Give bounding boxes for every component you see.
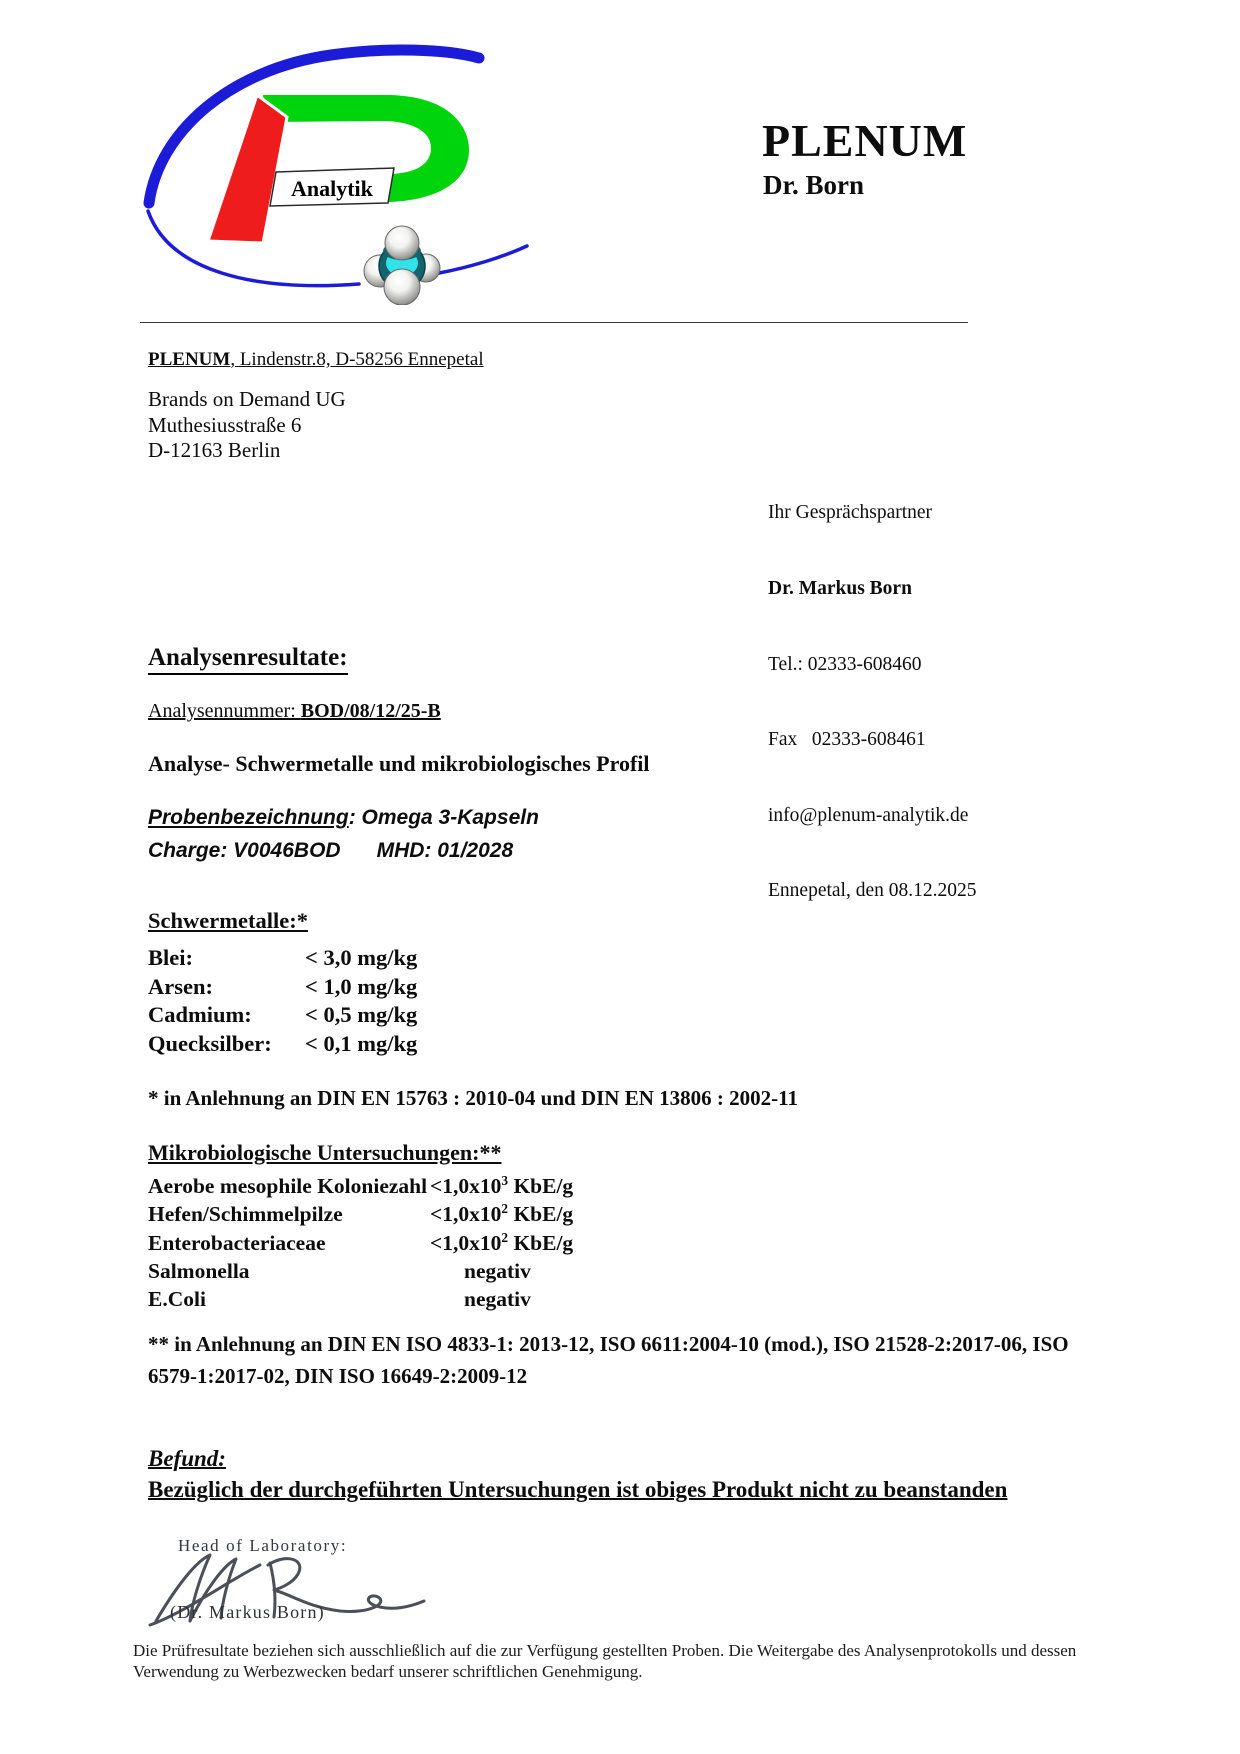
metal-value: < 3,0 mg/kg xyxy=(305,945,418,970)
analytik-label: Analytik xyxy=(291,176,373,201)
table-row xyxy=(148,1229,573,1257)
mhd-value: MHD: 01/2028 xyxy=(376,839,514,862)
metal-value: < 0,5 mg/kg xyxy=(305,1002,418,1027)
microbiology-note: ** in Anlehnung an DIN EN ISO 4833-1: 2013-12, ISO 6611:2004-10 (mod.), ISO 21528-2:2017-06, ISO 6579-1:2017-02, DIN ISO 16649-2:2009-12 xyxy=(148,1332,1069,1388)
micro-label: Aerobe mesophile Koloniezahl xyxy=(148,1174,428,1198)
contact-name: Dr. Markus Born xyxy=(768,578,912,600)
befund-statement: Bezüglich der durchgeführten Untersuchungen ist obiges Produkt nicht zu beanstanden xyxy=(148,1477,1008,1502)
micro-value: negativ xyxy=(464,1258,531,1283)
sample-label: Probenbezeichnung xyxy=(148,806,349,829)
recipient-name: Brands on Demand UG xyxy=(148,387,346,411)
sample-value: : Omega 3-Kapseln xyxy=(348,806,539,829)
heavy-metals-table xyxy=(148,944,417,1058)
red-stem-icon xyxy=(208,95,287,243)
befund-label: Befund: xyxy=(148,1446,226,1471)
sender-company: PLENUM xyxy=(148,349,231,370)
molecule-icon xyxy=(364,226,440,305)
contact-block xyxy=(768,450,977,954)
metal-value: < 0,1 mg/kg xyxy=(305,1030,418,1056)
microbiology-table xyxy=(148,1172,573,1313)
signature-role: Head of Laboratory: xyxy=(178,1536,348,1555)
micro-label: Salmonella xyxy=(148,1258,250,1283)
results-title: Analysenresultate: xyxy=(148,644,348,675)
metal-value: < 1,0 mg/kg xyxy=(305,973,418,999)
micro-value: $<1,0x10^2$ KbE/g xyxy=(430,1229,574,1255)
contact-intro: Ihr Gesprächspartner xyxy=(768,502,933,524)
analysis-number-label: Analysennummer: xyxy=(148,700,301,722)
table-row xyxy=(148,1285,573,1313)
micro-label: E.Coli xyxy=(148,1287,206,1312)
analysis-number-line xyxy=(148,700,441,723)
sender-line xyxy=(148,349,484,371)
charge-value: Charge: V0046BOD xyxy=(148,839,341,862)
analysis-title: Analyse- Schwermetalle und mikrobiologisches Profil xyxy=(148,751,650,776)
sample-line xyxy=(148,806,539,830)
microbiology-heading: Mikrobiologische Untersuchungen:** xyxy=(148,1140,502,1165)
micro-value: $<1,0x10^3$ KbE/g xyxy=(430,1172,574,1198)
company-subtitle: Dr. Born xyxy=(763,170,865,200)
micro-value: negativ xyxy=(464,1287,531,1312)
micro-value: $<1,0x10^2$ KbE/g xyxy=(430,1201,574,1227)
table-row xyxy=(148,1001,417,1030)
micro-label: Enterobacteriaceae xyxy=(148,1230,326,1255)
plenum-analytik-logo xyxy=(135,35,535,305)
heavy-metals-heading: Schwermetalle:* xyxy=(148,908,308,933)
metal-label: Arsen: xyxy=(148,973,213,999)
recipient-city: D-12163 Berlin xyxy=(148,438,281,462)
footer-disclaimer: Die Prüfresultate beziehen sich ausschließlich auf die zur Verfügung gestellten Proben. Die Weitergabe des Analysenprotokolls und dessen Verwendung zu Werbezwecken bedarf unserer schriftlichen Genehmigung. xyxy=(133,1641,1077,1681)
orbit-ellipse-icon xyxy=(148,50,527,286)
contact-email: info@plenum-analytik.de xyxy=(768,804,969,826)
heavy-metals-note: * in Anlehnung an DIN EN 15763 : 2010-04 und DIN EN 13806 : 2002-11 xyxy=(148,1086,798,1110)
analytik-label-box xyxy=(270,168,394,206)
contact-tel: Tel.: 02333-608460 xyxy=(768,653,922,675)
recipient-address xyxy=(148,387,346,464)
table-row xyxy=(148,1200,573,1228)
table-row xyxy=(148,1030,417,1059)
table-row xyxy=(148,944,417,973)
metal-label: Cadmium: xyxy=(148,1002,252,1027)
charge-line xyxy=(148,839,513,863)
signature-name: (Dr. Markus Born) xyxy=(170,1602,325,1622)
metal-label: Quecksilber: xyxy=(148,1030,272,1056)
recipient-street: Muthesiusstraße 6 xyxy=(148,412,302,437)
table-row xyxy=(148,973,417,1002)
contact-fax: Fax 02333-608461 xyxy=(768,729,926,751)
sender-address: , Lindenstr.8, D-58256 Ennepetal xyxy=(230,349,484,370)
header-divider xyxy=(140,322,968,323)
table-row xyxy=(148,1172,573,1200)
table-row xyxy=(148,1257,573,1285)
micro-label: Hefen/Schimmelpilze xyxy=(148,1202,343,1227)
analysis-number: BOD/08/12/25-B xyxy=(300,700,441,722)
company-name: PLENUM xyxy=(762,115,968,166)
metal-label: Blei: xyxy=(148,945,193,970)
report-date: Ennepetal, den 08.12.2025 xyxy=(768,880,977,902)
